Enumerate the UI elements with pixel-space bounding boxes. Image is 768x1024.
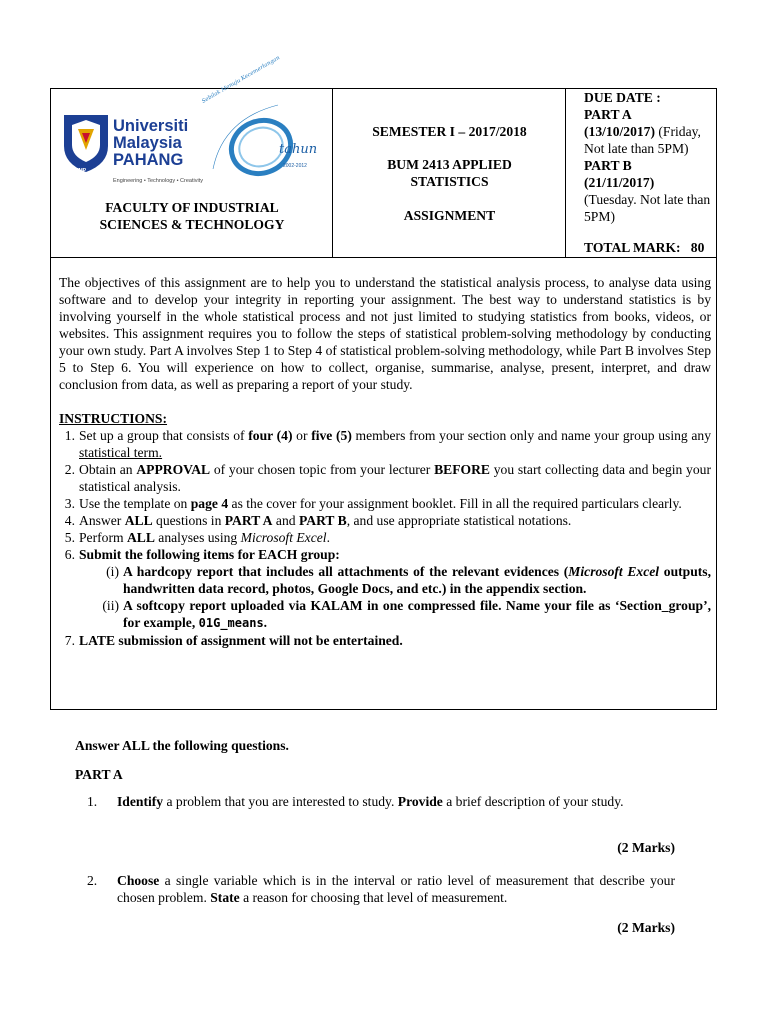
university-line-3: PAHANG [113,151,184,169]
total-mark-label: TOTAL MARK: [584,240,681,255]
text: analyses using [154,530,241,545]
bold-text: APPROVAL [136,462,211,477]
part-a-label: PART A [584,107,632,122]
header-row [51,55,716,258]
instruction-item [59,427,711,461]
item-number: 4. [64,513,75,528]
university-line-2: Malaysia [113,134,182,152]
total-mark [584,239,704,256]
text: . [263,615,268,630]
text: Set up a group that consists of [79,428,249,443]
text: . [326,530,330,545]
bold-text: five (5) [311,428,352,443]
text: you start collecting data and begin your statistical analysis. [79,462,711,494]
instruction-item [59,495,711,512]
part-label: PART A [75,767,123,782]
ump-logo [61,55,323,187]
text: as the cover for your assignment booklet. Fill in all the required particulars clearly. [228,496,682,511]
question-marks: (2 Marks) [617,920,675,935]
text: , and use appropriate statistical notations. [346,513,572,528]
italic-text: Microsoft Excel [240,530,327,545]
mono-text: 01G_means [198,616,264,630]
faculty-cell [51,55,333,257]
bold-text: Submit the following items for EACH group: [79,547,340,562]
instructions-title: INSTRUCTIONS: [59,411,168,426]
italic-text: Microsoft Excel [568,564,660,579]
instruction-item [59,512,711,529]
text: of your chosen topic from your lecturer [210,462,435,477]
part-b-note: (Tuesday. Not late than 5PM) [584,192,711,224]
text: Use the template on [79,496,191,511]
text: A softcopy report uploaded via KALAM in one compressed file. Name your file as [123,598,615,613]
text: Obtain an [79,462,137,477]
bold-text: PART B [298,513,347,528]
sub-item [59,597,711,632]
instruction-item [59,546,711,632]
due-date-block [584,89,716,225]
faculty-line-2: SCIENCES & TECHNOLOGY [99,217,285,232]
questions-intro: Answer ALL the following questions. [75,738,289,753]
item-number: 6. [64,547,75,562]
bold-text: ALL [124,513,153,528]
question-text [117,793,675,810]
text: or [292,428,312,443]
part-a-note: (Friday, Not late than 5PM) [584,124,701,156]
text: Answer [79,513,125,528]
text: a problem that you are interested to study. [163,794,398,809]
question-number: 1. [87,794,98,809]
text: a reason for choosing that level of measurement. [239,890,508,905]
university-tagline: Engineering • Technology • Creativity [113,178,203,184]
instructions-area [59,274,711,649]
part-a-date: (13/10/2017) [584,124,655,139]
due-date-label: DUE DATE : [584,90,661,105]
semester: SEMESTER I – 2017/2018 [372,124,527,139]
course-code-line-1: BUM 2413 APPLIED [387,157,512,172]
bold-text: Provide [397,794,443,809]
bold-text: BEFORE [434,462,490,477]
document-type: ASSIGNMENT [403,208,496,223]
course-cell [333,89,566,257]
sub-item-number: (i) [106,564,119,579]
instructions-list [59,427,711,649]
total-mark-value: 80 [690,240,705,255]
instruction-item [59,461,711,495]
item-number: 7. [64,633,75,648]
text: A hardcopy report that includes all attachments of the relevant evidences ( [123,564,569,579]
bold-text: four (4) [248,428,293,443]
text: outputs, handwritten data record, photos, Google Docs, and etc.) in the appendix section. [123,564,711,596]
instruction-item [59,529,711,546]
part-a-due [584,123,716,157]
anniversary-motto: Sebilak Menuju Kecemerlangan [201,55,282,105]
university-name [113,118,188,169]
faculty-line-1: FACULTY OF INDUSTRIAL [105,200,279,215]
part-b-date: (21/11/2017) [584,175,655,190]
due-date-cell [566,89,716,257]
text: a brief description of your study. [442,794,624,809]
text: a single variable which is in the interval or ratio level of measurement that describe your chosen problem. [117,873,675,905]
item-number: 5. [64,530,75,545]
bold-text: page 4 [190,496,229,511]
text: questions in [152,513,225,528]
text: ‘Section_group’, for example, [123,598,711,630]
ump-badge: UMP [75,168,87,174]
bold-text: Identify [117,794,164,809]
text: and [272,513,299,528]
header-table [50,55,717,710]
instruction-item [59,632,711,649]
item-number: 3. [64,496,75,511]
bold-text: LATE submission of assignment will not be entertained. [79,633,403,648]
part-b-label: PART B [584,158,632,173]
item-number: 1. [64,428,75,443]
faculty-name [51,199,333,233]
bold-text: Choose [117,873,160,888]
sub-item-number: (ii) [102,598,119,613]
question-number: 2. [87,873,98,888]
question-marks: (2 Marks) [617,840,675,855]
item-number: 2. [64,462,75,477]
question-text [117,872,675,906]
objectives-paragraph: The objectives of this assignment are to help you to understand the statistical analysis process, to analyse data using software and to develop your integrity in reporting your assignment. The best way to understand statistics is by involving yourself in the whole statistical process and not just limited to studying statistics from books, videos, or websites. This assignment requires you to follow the steps of statistical problem-solving methodology by conducting your own study. Part A involves Step 1 to Step 4 of statistical problem-solving methodology, while Part B involves Step 5 to Step 6. You will experience on how to collect, organise, summarise, analyse, present, interpret, and draw conclusion from data, as well as preparing a report of your study. [59,275,711,392]
bold-text: PART A [224,513,273,528]
sub-item [59,563,711,597]
bold-text: ALL [126,530,155,545]
text: members from your section only and name your group using any [351,428,712,443]
bold-text: State [210,890,240,905]
anniversary-years: 2002-2012 [283,163,307,169]
anniversary-label: tahun [279,142,318,157]
underlined-text: statistical term. [79,445,163,460]
course-code-line-2: STATISTICS [410,174,489,189]
university-line-1: Universiti [113,117,189,135]
text: Perform [79,530,127,545]
